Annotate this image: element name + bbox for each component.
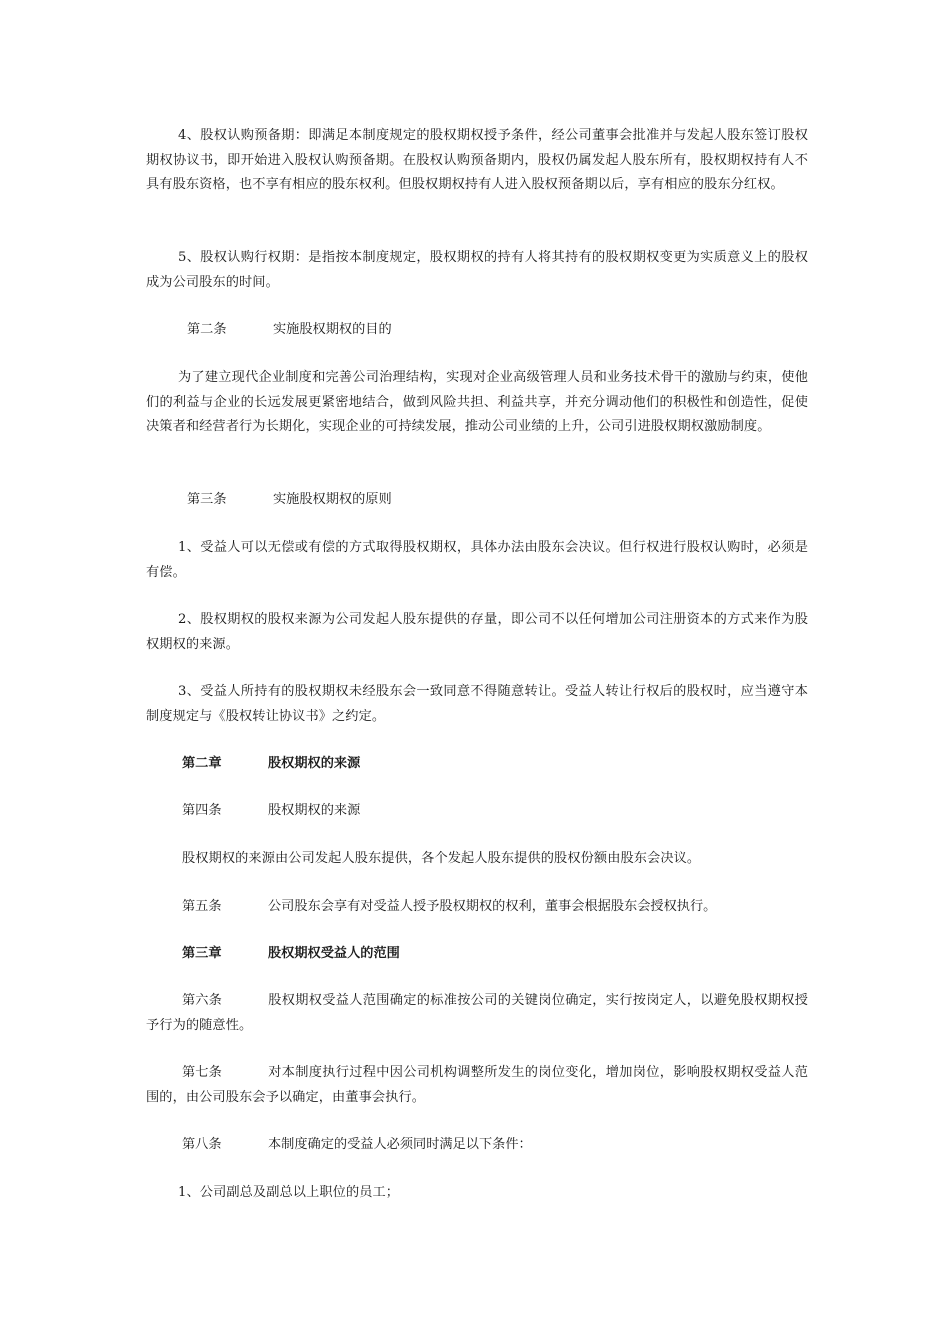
article-8-text: 本制度确定的受益人必须同时满足以下条件： — [268, 1137, 532, 1152]
chapter-2-heading — [182, 752, 360, 776]
paragraph-source: 股权期权的来源由公司发起人股东提供，各个发起人股东提供的股权份额由股东会决议。 — [182, 851, 701, 866]
paragraph-principle-1: 1、受益人可以无偿或有偿的方式取得股权期权，具体办法由股东会决议。但行权进行股权认购时，必须是有偿。 — [146, 540, 808, 580]
paragraph-principle-3: 3、受益人所持有的股权期权未经股东会一致同意不得随意转让。受益人转让行权后的股权时，应当遵守本制度规定与《股权转让协议书》之约定。 — [146, 684, 808, 724]
article-7-paragraph — [146, 1061, 808, 1110]
chapter-2-label: 第二章 — [182, 756, 222, 771]
chapter-3-label: 第三章 — [182, 946, 222, 961]
chapter-3-title: 股权期权受益人的范围 — [268, 946, 400, 961]
article-5-label: 第五条 — [182, 899, 222, 914]
article-4-label: 第四条 — [182, 803, 222, 818]
chapter-2-title: 股权期权的来源 — [268, 756, 361, 771]
article-6-paragraph — [146, 989, 808, 1038]
paragraph-exercise-period: 5、股权认购行权期：是指按本制度规定，股权期权的持有人将其持有的股权期权变更为实质意义上的股权成为公司股东的时间。 — [146, 250, 808, 290]
article-6-label: 第六条 — [182, 993, 222, 1008]
article-8-label: 第八条 — [182, 1137, 222, 1152]
chapter-3-heading — [182, 942, 400, 966]
article-5-row — [182, 895, 716, 919]
paragraph-principle-2: 2、股权期权的股权来源为公司发起人股东提供的存量，即公司不以任何增加公司注册资本的方式来作为股权期权的来源。 — [146, 612, 808, 652]
article-2-title: 实施股权期权的目的 — [273, 322, 392, 337]
article-2-heading — [187, 318, 392, 342]
article-3-title: 实施股权期权的原则 — [273, 492, 392, 507]
article-3-label: 第三条 — [187, 492, 227, 507]
article-3-heading — [187, 488, 392, 512]
article-8-row — [182, 1133, 532, 1157]
article-7-label: 第七条 — [182, 1065, 222, 1080]
article-5-text: 公司股东会享有对受益人授予股权期权的权利，董事会根据股东会授权执行。 — [268, 899, 717, 914]
article-4-title: 股权期权的来源 — [268, 803, 361, 818]
paragraph-condition-1: 1、公司副总及副总以上职位的员工； — [178, 1185, 400, 1200]
article-7-text: 对本制度执行过程中因公司机构调整所发生的岗位变化，增加岗位，影响股权期权受益人范围的，由公司股东会予以确定，由董事会执行。 — [146, 1065, 808, 1105]
article-2-label: 第二条 — [187, 322, 227, 337]
article-6-text: 股权期权受益人范围确定的标准按公司的关键岗位确定，实行按岗定人，以避免股权期权授予行为的随意性。 — [146, 993, 808, 1033]
paragraph-purpose: 为了建立现代企业制度和完善公司治理结构，实现对企业高级管理人员和业务技术骨干的激励与约束，使他们的利益与企业的长远发展更紧密地结合，做到风险共担、利益共享，并充分调动他们的积极性和创造性，促使决策者和经营者行为长期化，实现企业的可持续发展，推动公司业绩的上升，公司引进股权期权激励制度。 — [146, 370, 808, 434]
article-4-heading — [182, 799, 360, 823]
paragraph-subscription-preparation: 4、股权认购预备期：即满足本制度规定的股权期权授予条件，经公司董事会批准并与发起人股东签订股权期权协议书，即开始进入股权认购预备期。在股权认购预备期内，股权仍属发起人股东所有，股权期权持有人不具有股东资格，也不享有相应的股东权利。但股权期权持有人进入股权预备期以后，享有相应的股东分红权。 — [146, 128, 808, 192]
